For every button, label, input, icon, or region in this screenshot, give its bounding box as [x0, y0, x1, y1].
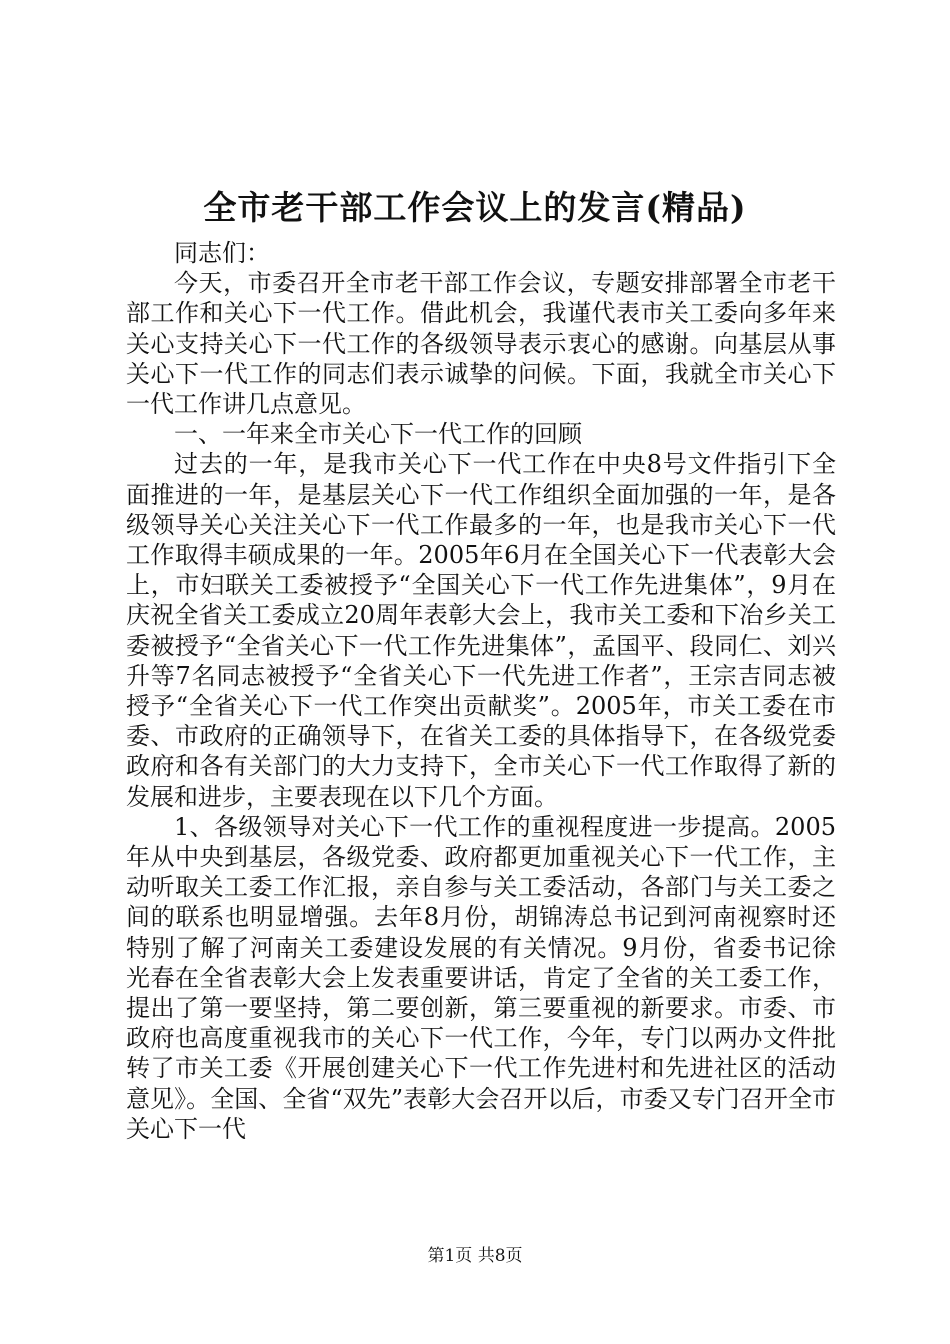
document-body: [126, 238, 836, 1144]
section-heading: 一、一年来全市关心下一代工作的回顾: [174, 420, 582, 449]
page-footer: 第1页 共8页: [427, 1246, 523, 1266]
document-title: 全市老干部工作会议上的发言(精品): [203, 188, 747, 227]
paragraph-review: 过去的一年，是我市关心下一代工作在中央8号文件指引下全面推进的一年，是基层关心下一代工作组织全面加强的一年，是各级领导关心关注关心下一代工作最多的一年，也是我市关心下一代工作取得丰硕成果的一年。2005年6月在全国关心下一代表彰大会上，市妇联关工委被授予“全国关心下一代工作先进集体”，9月在庆祝全省关工委成立20周年表彰大会上，我市关工委和下冶乡关工委被授予“全省关心下一代工作先进集体”，孟国平、段同仁、刘兴升等7名同志被授予“全省关心下一代先进工作者”，王宗吉同志被授予“全省关心下一代工作突出贡献奖”。2005年，市关工委在市委、市政府的正确领导下，在省关工委的具体指导下，在各级党委政府和各有关部门的大力支持下，全市关心下一代工作取得了新的发展和进步，主要表现在以下几个方面。: [126, 450, 836, 811]
paragraph-intro: 今天，市委召开全市老干部工作会议，专题安排部署全市老干部工作和关心下一代工作。借此机会，我谨代表市关工委向多年来关心支持关心下一代工作的各级领导表示衷心的感谢。向基层从事关心下一代工作的同志们表示诚挚的问候。下面，我就全市关心下一代工作讲几点意见。: [126, 269, 836, 419]
salutation: 同志们：: [174, 239, 270, 267]
paragraph-point-1: 1、各级领导对关心下一代工作的重视程度进一步提高。2005年从中央到基层，各级党委、政府都更加重视关心下一代工作，主动听取关工委工作汇报，亲自参与关工委活动，各部门与关工委之间的联系也明显增强。去年8月份，胡锦涛总书记到河南视察时还特别了解了河南关工委建设发展的有关情况。9月份，省委书记徐光春在全省表彰大会上发表重要讲话，肯定了全省的关工委工作，提出了第一要坚持，第二要创新，第三要重视的新要求。市委、市政府也高度重视我市的关心下一代工作，今年，专门以两办文件批转了市关工委《开展创建关心下一代工作先进村和先进社区的活动意见》。全国、全省“双先”表彰大会召开以后，市委又专门召开全市关心下一代: [126, 812, 836, 1143]
